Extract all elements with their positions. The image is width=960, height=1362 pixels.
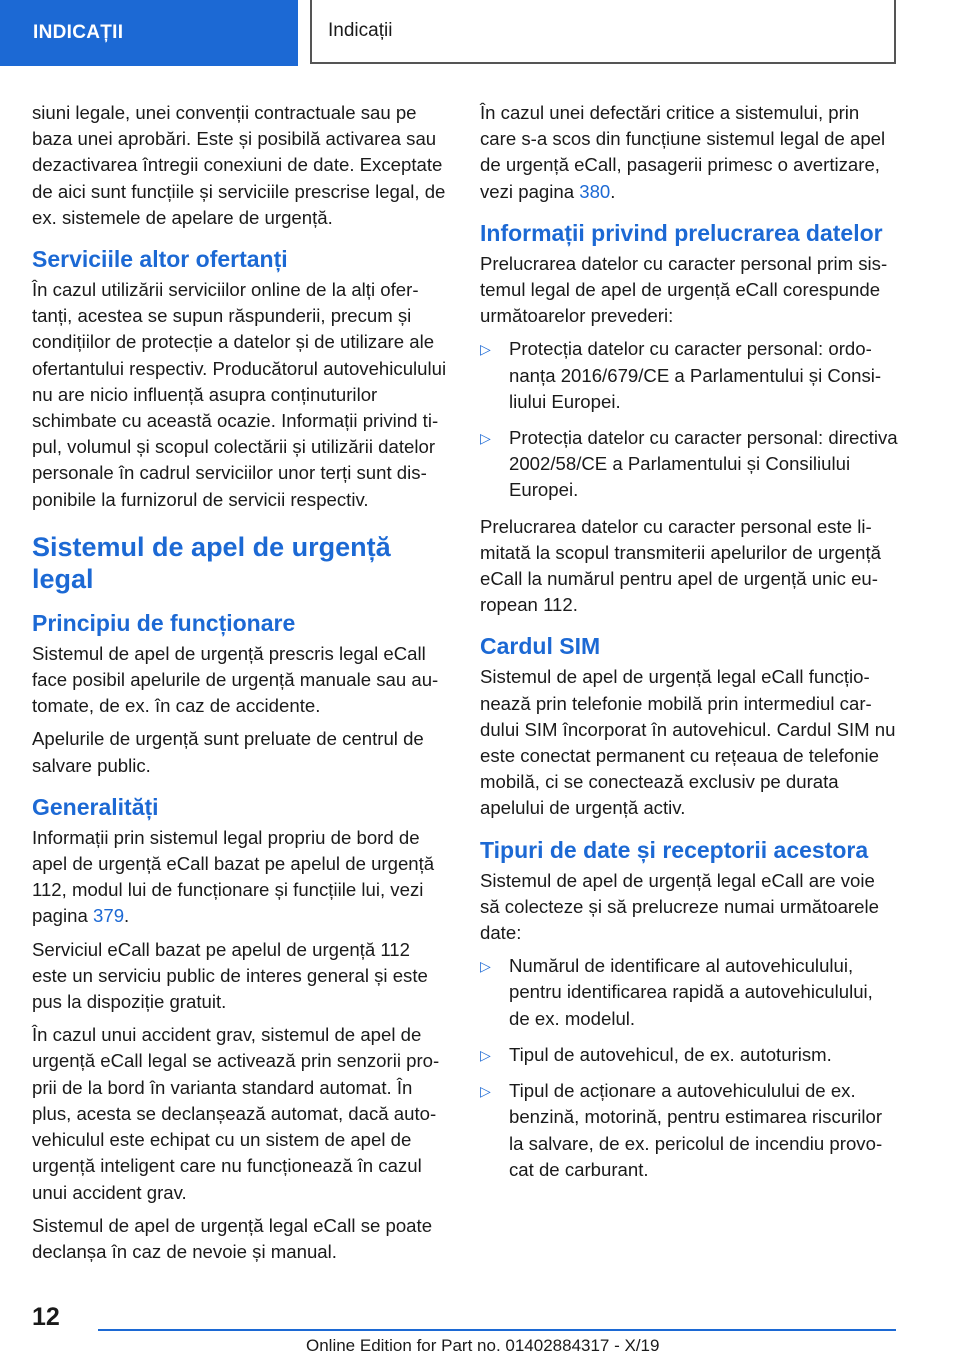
triangle-right-icon: ▷ bbox=[480, 1046, 491, 1063]
paragraph: Sistemul de apel de urgență legal eCall funcționează prin telefonie mobilă prin intermediul cardului SIM încorporat în autovehicul. Cardul SIM nu este conectat permanent cu rețeaua de telefonie mobilă, ci se conectează exclusiv pe durata apelului de urgență activ. bbox=[480, 666, 896, 819]
paragraph: siuni legale, unei convenții contractuale sau pe baza unei aprobări. Este și posibilă activarea sau dezactivarea întregii conexiuni de date. Exceptate de aici sunt funcțiile și serviciile prescrise legal, de ex. sistemele de apelare de urgență. bbox=[32, 102, 446, 228]
paragraph: În cazul utilizării serviciilor online de la alți ofertanți, acestea se supun răspunderii, precum și condițiilor de protecție a datelor și de utilizare ale ofertantului respectiv. Producătorul autovehiculului nu are nicio influență asupra conținuturilor schimbate cu această ocazie. Informații privind tipul, volumul și scopul colectării și utilizării datelor personale în cadrul serviciilor unor terți sunt disponibile la furnizorul de servicii respectiv. bbox=[32, 279, 447, 510]
list-item: ▷ Tipul de acționare a autovehiculului de ex. benzină, motorină, pentru estimarea riscurilor la salvare, de ex. pericolul de incendiu provocat de carburant. bbox=[480, 1080, 883, 1180]
paragraph: Sistemul de apel de urgență legal eCall are voie să colecteze și să prelucreze numai următoarele date: bbox=[480, 869, 879, 944]
paragraph: Serviciul eCall bazat pe apelul de urgență 112 este un serviciu public de interes general și este pus la dispoziție gratuit. bbox=[32, 938, 428, 1013]
list-item: ▷ Numărul de identificare al autovehiculului, pentru identificarea rapidă a autovehiculului, de ex. modelul. bbox=[480, 955, 873, 1029]
footer-edition: Online Edition for Part no. 01402884317 - X/19 bbox=[306, 1336, 660, 1355]
paragraph-text: Informații prin sistemul legal propriu de bord de apel de urgență eCall bazat pe apelul de urgență 112, modul lui de funcționare și funcțiile lui, vezi pagina bbox=[32, 826, 435, 927]
page-link-380[interactable]: 380 bbox=[579, 180, 611, 202]
paragraph bbox=[480, 100, 898, 205]
paragraph: În cazul unui accident grav, sistemul de apel de urgență eCall legal se activează prin senzorii proprii de la bord în varianta standard automat. În plus, acesta se declanșează automat, dacă autovehiculul este echipat cu un sistem de apel de urgență inteligent care nu funcționează în cazul unui accident grav. bbox=[32, 1024, 440, 1203]
paragraph-end: . bbox=[610, 180, 616, 202]
heading-general: Generalități bbox=[32, 793, 159, 820]
paragraph: Prelucrarea datelor cu caracter personal prim sistemul legal de apel de urgență eCall corespunde următoarelor prevederi: bbox=[480, 252, 888, 327]
heading-data-processing: Informații privind prelucrarea datelor bbox=[480, 219, 883, 246]
bullet-list bbox=[480, 953, 898, 1183]
bullet-list bbox=[480, 336, 898, 503]
paragraph: Prelucrarea datelor cu caracter personal este limitată la scopul transmiterii apelurilor de urgență eCall la numărul pentru apel de urgență unic european 112. bbox=[480, 515, 881, 616]
header-title: Indicații bbox=[310, 0, 896, 64]
section-tab[interactable]: INDICAȚII bbox=[0, 0, 298, 66]
right-column bbox=[480, 100, 898, 1193]
page-link-379[interactable]: 379 bbox=[93, 905, 125, 927]
paragraph: Sistemul de apel de urgență legal eCall se poate declanșa în caz de nevoie și manual. bbox=[32, 1214, 433, 1262]
triangle-right-icon: ▷ bbox=[480, 958, 491, 975]
heading-operating-principle: Principiu de funcționare bbox=[32, 609, 296, 636]
paragraph-text: În cazul unei defectări critice a sistemului, prin care s-a scos din funcțiune sistemul legal de apel de urgență eCall, pasagerii primesc o avertizare, vezi pagina bbox=[480, 102, 886, 202]
page-header bbox=[0, 0, 960, 66]
heading-legal-emergency-call: Sistemul de apel de urgență legal bbox=[32, 531, 391, 594]
page-number: 12 bbox=[32, 1303, 60, 1331]
triangle-right-icon: ▷ bbox=[480, 1083, 491, 1100]
heading-data-types: Tipuri de date și receptorii acestora bbox=[480, 836, 869, 863]
paragraph-end: . bbox=[124, 905, 130, 927]
footer-divider bbox=[98, 1329, 896, 1331]
triangle-right-icon: ▷ bbox=[480, 430, 491, 447]
heading-sim-card: Cardul SIM bbox=[480, 633, 601, 660]
paragraph: Sistemul de apel de urgență prescris legal eCall face posibil apelurile de urgență manuale sau automate, de ex. în caz de accidente. bbox=[32, 642, 439, 717]
paragraph bbox=[32, 825, 450, 930]
left-column bbox=[32, 100, 450, 1272]
heading-other-providers: Serviciile altor ofertanți bbox=[32, 246, 288, 273]
list-item: ▷ Tipul de autovehicul, de ex. autoturism. bbox=[480, 1042, 898, 1068]
list-item: ▷ Protecția datelor cu caracter personal: ordonanța 2016/679/CE a Parlamentului și Consiliului Europei. bbox=[480, 338, 882, 412]
paragraph: Apelurile de urgență sunt preluate de centrul de salvare public. bbox=[32, 728, 424, 776]
list-item: ▷ Protecția datelor cu caracter personal: directiva 2002/58/CE a Parlamentului și Consiliului Europei. bbox=[480, 427, 898, 501]
triangle-right-icon: ▷ bbox=[480, 341, 491, 358]
